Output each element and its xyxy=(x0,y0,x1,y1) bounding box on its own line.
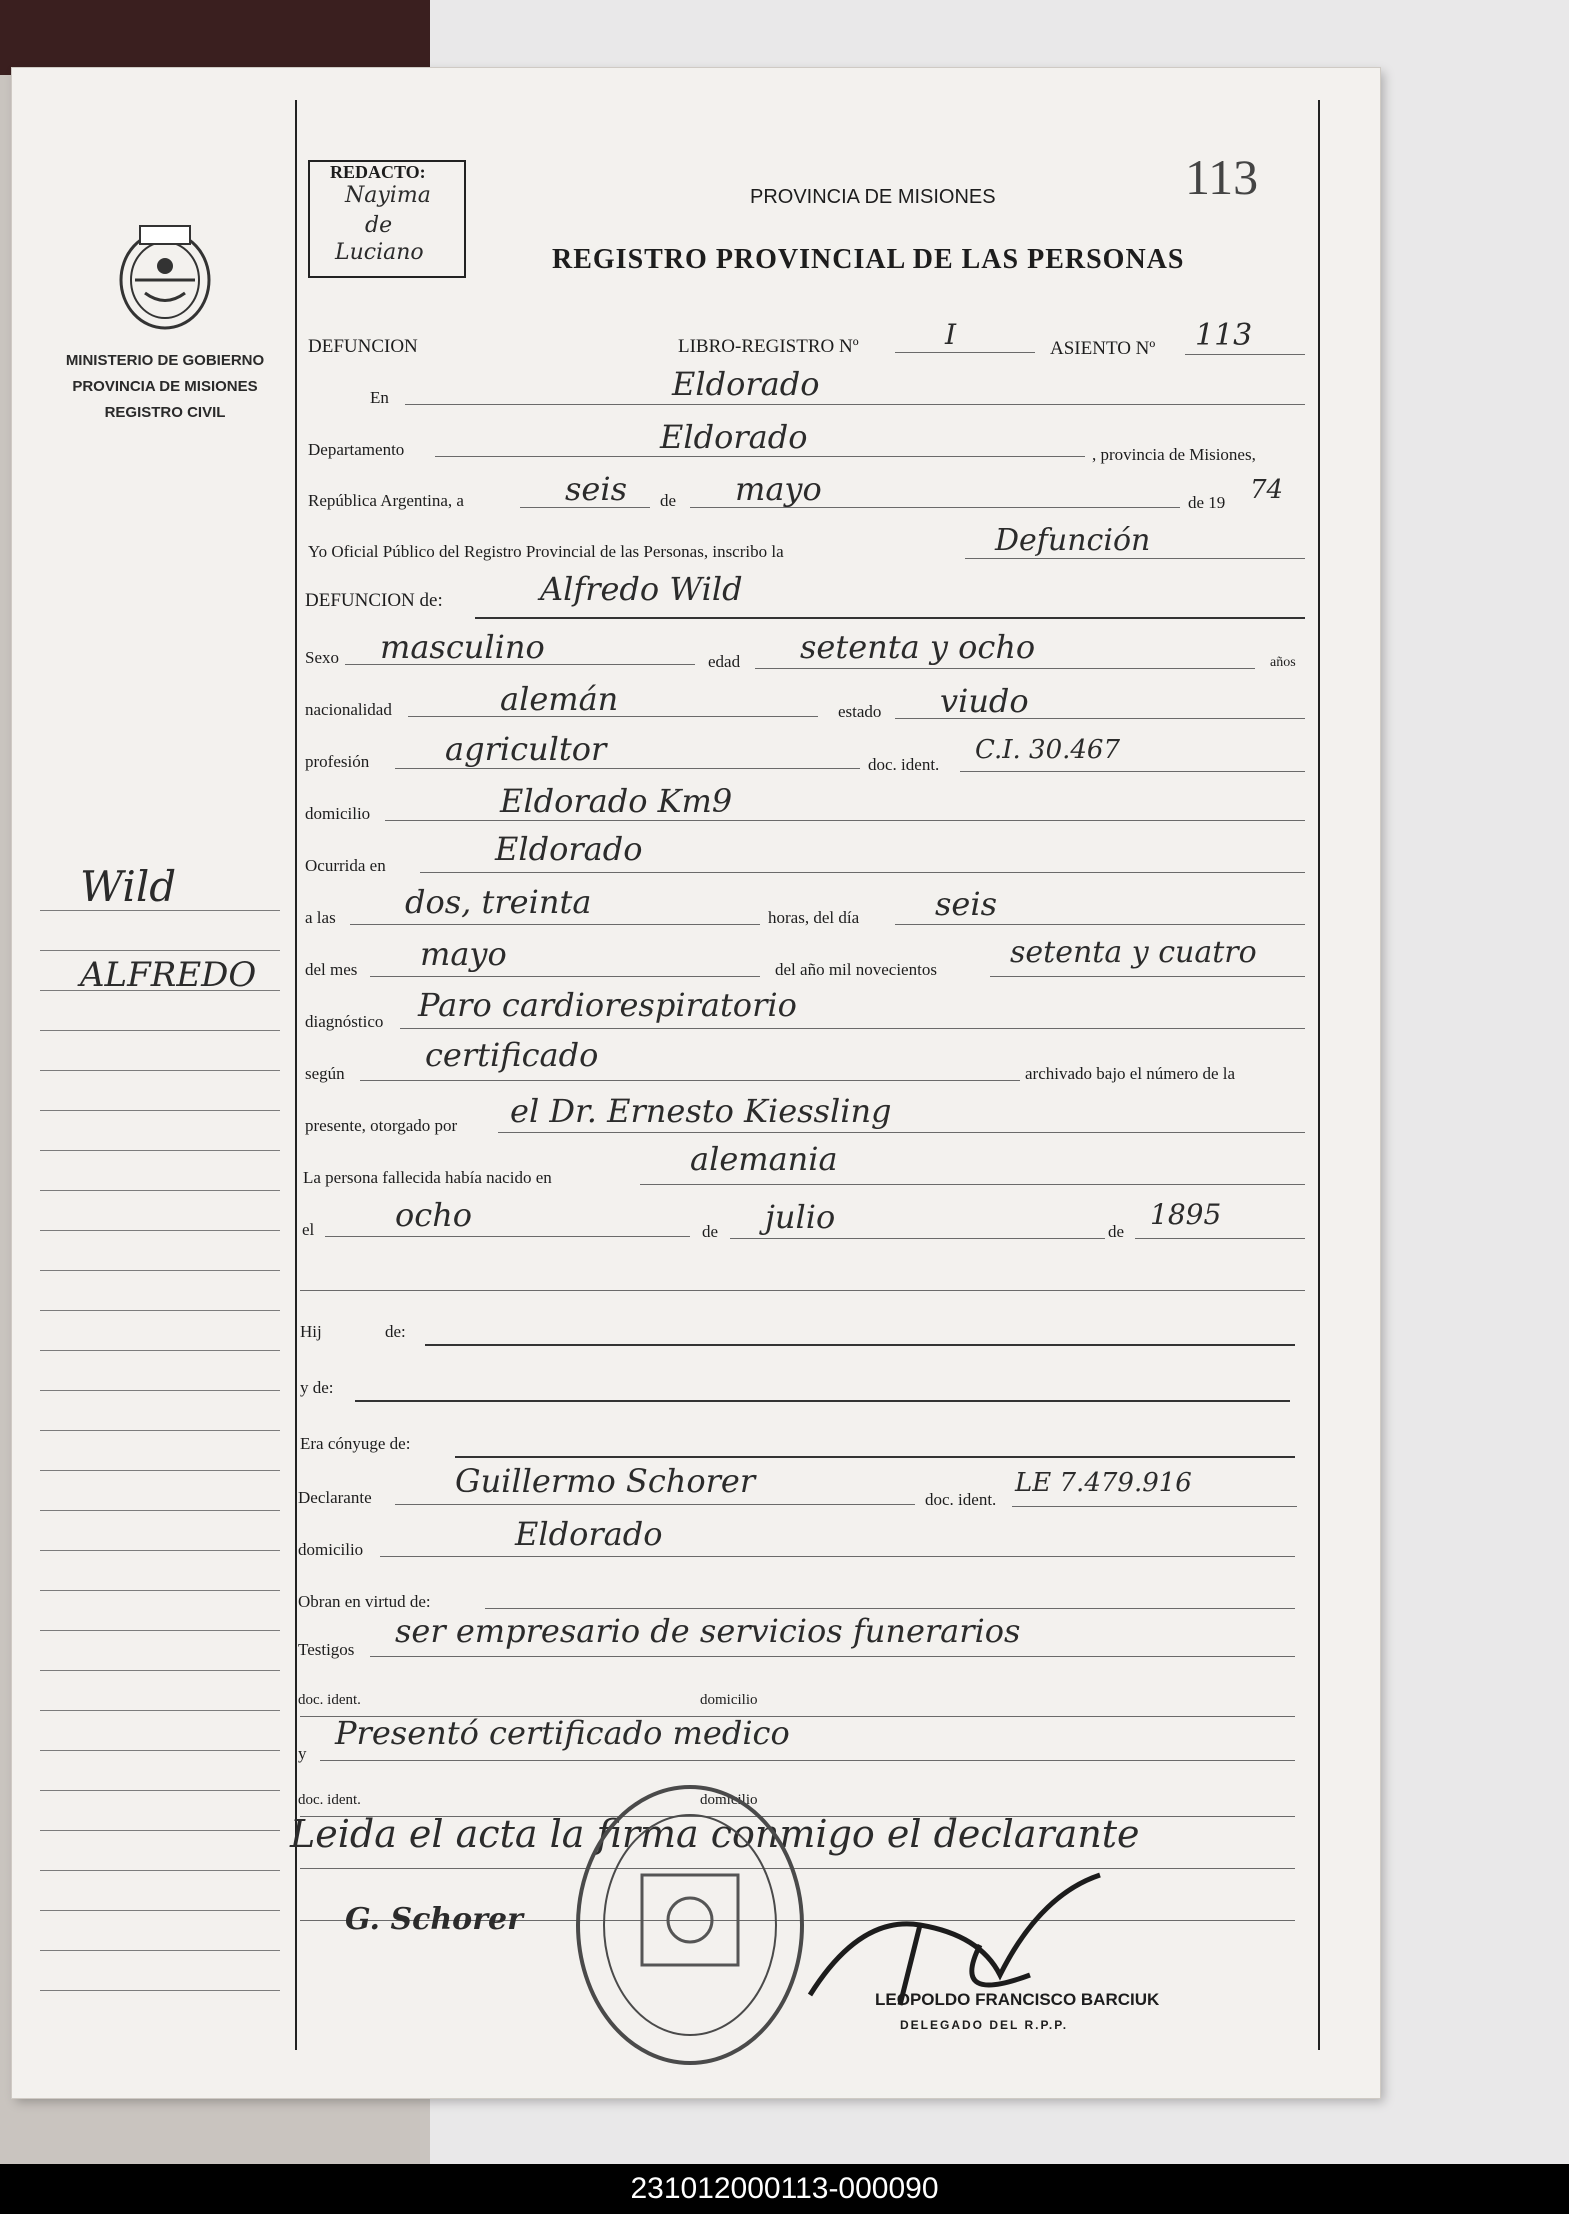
testigos-line xyxy=(370,1656,1295,1657)
doc-value: C.I. 30.467 xyxy=(975,735,1121,765)
obran-label: Obran en virtud de: xyxy=(298,1592,431,1611)
a-las-label: a las xyxy=(305,908,336,927)
doc-ident4-label: doc. ident. xyxy=(298,1792,361,1808)
doc-ident3-label: doc. ident. xyxy=(298,1692,361,1708)
edad-label: edad xyxy=(708,652,741,671)
province-label: PROVINCIA DE MISIONES xyxy=(72,378,258,395)
y-line xyxy=(320,1760,1295,1761)
declarante-line xyxy=(395,1504,915,1505)
estado-value: viudo xyxy=(940,682,1029,720)
de-19-label: de 19 xyxy=(1188,493,1226,512)
redacto-label: REDACTO: xyxy=(330,162,426,182)
anos-label: años xyxy=(1270,655,1296,670)
registry-label: REGISTRO CIVIL xyxy=(104,404,226,421)
nacido-label: La persona fallecida había nacido en xyxy=(303,1168,552,1187)
margin-ruled-line xyxy=(40,1310,280,1311)
domicilio2-label: domicilio xyxy=(298,1540,364,1559)
margin-ruled-line xyxy=(40,1750,280,1751)
doc-line xyxy=(960,771,1305,772)
de-small-label-2: de xyxy=(1108,1222,1125,1241)
departamento-label: Departamento xyxy=(308,440,405,459)
margin-ruled-line xyxy=(40,1830,280,1831)
domicilio-label: domicilio xyxy=(305,804,371,823)
nacionalidad-value: alemán xyxy=(500,680,619,718)
sexo-value: masculino xyxy=(380,628,545,666)
estado-label: estado xyxy=(838,702,882,721)
segun-value: certificado xyxy=(425,1036,599,1074)
en-label: En xyxy=(370,388,389,407)
mes-fallecimiento-line xyxy=(370,976,760,977)
official-title: DELEGADO DEL R.P.P. xyxy=(900,2018,1069,2032)
margin-ruled-line xyxy=(40,1950,280,1951)
ministry-label: MINISTERIO DE GOBIERNO xyxy=(65,352,265,369)
de-small-label: de xyxy=(702,1222,719,1241)
presente-label: presente, otorgado por xyxy=(305,1116,458,1135)
de-label: de xyxy=(660,491,677,510)
del-mes-label: del mes xyxy=(305,960,358,979)
redacto-value-3: Luciano xyxy=(335,240,424,265)
asiento-line xyxy=(1185,354,1305,355)
domicilio-line xyxy=(385,820,1305,821)
declarante-doc-line xyxy=(1012,1506,1297,1507)
domicilio3-label: domicilio xyxy=(700,1692,758,1708)
mes-fallecimiento-value: mayo xyxy=(420,935,507,973)
margin-ruled-line xyxy=(40,1070,280,1071)
margin-ruled-line xyxy=(40,1150,280,1151)
sexo-label: Sexo xyxy=(305,648,339,667)
margin-ruled-line xyxy=(40,1430,280,1431)
margin-ruled-line xyxy=(40,1350,280,1351)
hora-value: dos, treinta xyxy=(405,883,592,921)
testigos-value: ser empresario de servicios funerarios xyxy=(395,1612,1021,1650)
blank-line-1 xyxy=(300,1290,1305,1291)
profesion-line xyxy=(395,768,860,769)
segun-line xyxy=(360,1080,1020,1081)
departamento-line xyxy=(435,456,1085,457)
footer-id: 231012000113-000090 xyxy=(630,2172,939,2205)
declarante-doc-value: LE 7.479.916 xyxy=(1015,1468,1192,1498)
diagnostico-value: Paro cardiorespiratorio xyxy=(418,986,797,1024)
domicilio4-label: domicilio xyxy=(700,1792,758,1808)
nacido-line xyxy=(640,1184,1305,1185)
margin-ruled-line xyxy=(40,1870,280,1871)
official-seal-icon xyxy=(570,1780,810,2070)
margin-ruled-line xyxy=(40,1510,280,1511)
profesion-label: profesión xyxy=(305,752,370,771)
defuncion-de-label: DEFUNCION de: xyxy=(305,590,443,611)
obran-line xyxy=(485,1608,1295,1609)
diagnostico-line xyxy=(400,1028,1305,1029)
margin-ruled-line xyxy=(40,1470,280,1471)
redacto-value-1: Nayima xyxy=(345,183,431,208)
el-label: el xyxy=(302,1220,315,1239)
otorgado-line xyxy=(498,1132,1305,1133)
asiento-label: ASIENTO Nº xyxy=(1050,338,1156,359)
margin-ruled-line xyxy=(40,1630,280,1631)
inscribo-value: Defunción xyxy=(995,523,1151,558)
dia-fallecimiento-line xyxy=(895,924,1305,925)
yo-oficial-label: Yo Oficial Público del Registro Provincial de las Personas, inscribo la xyxy=(308,542,784,561)
ocurrida-value: Eldorado xyxy=(495,830,643,868)
declarante-domicilio-value: Eldorado xyxy=(515,1515,663,1553)
margin-ruled-line xyxy=(40,1110,280,1111)
dia-fallecimiento-value: seis xyxy=(935,885,998,923)
margin-ruled-line xyxy=(40,1030,280,1031)
ano-fallecimiento-value: setenta y cuatro xyxy=(1010,935,1257,970)
edad-value: setenta y ocho xyxy=(800,628,1036,666)
inscribo-line xyxy=(965,558,1305,559)
libro-label: LIBRO-REGISTRO Nº xyxy=(678,336,859,357)
testigos-label: Testigos xyxy=(298,1640,355,1659)
margin-surname: Wild xyxy=(80,862,177,911)
closing-text: Leida el acta la firma conmigo el declarante xyxy=(290,1812,1140,1856)
margin-ruled-line xyxy=(40,950,280,951)
asiento-value: 113 xyxy=(1195,318,1253,353)
departamento-value: Eldorado xyxy=(660,418,808,456)
conyuge-label: Era cónyuge de: xyxy=(300,1434,411,1453)
en-line xyxy=(405,404,1305,405)
dia-value: seis xyxy=(565,470,628,508)
provincia-label: , provincia de Misiones, xyxy=(1092,445,1256,464)
y-label: y xyxy=(298,1744,307,1763)
redacto-value-2: de xyxy=(365,213,393,238)
declarante-signature: G. Schorer xyxy=(345,1902,523,1937)
margin-ruled-line xyxy=(40,1270,280,1271)
nac-ano-line xyxy=(1135,1238,1305,1239)
margin-ruled-line xyxy=(40,1590,280,1591)
margin-ruled-line xyxy=(40,1910,280,1911)
background-dark xyxy=(0,0,430,75)
libro-line xyxy=(895,352,1035,353)
hij-line xyxy=(425,1344,1295,1346)
otorgado-value: el Dr. Ernesto Kiessling xyxy=(510,1092,892,1130)
del-ano-label: del año mil novecientos xyxy=(775,960,937,979)
y-de-label: y de: xyxy=(300,1378,334,1397)
nac-mes-value: julio xyxy=(765,1198,836,1236)
nacido-value: alemania xyxy=(690,1140,838,1178)
nombre-line xyxy=(475,617,1305,619)
declarante-value: Guillermo Schorer xyxy=(455,1462,756,1500)
profesion-value: agricultor xyxy=(445,730,607,768)
conyuge-line xyxy=(455,1456,1295,1458)
declarante-domicilio-line xyxy=(380,1556,1295,1557)
coat-of-arms-icon xyxy=(110,218,220,336)
diagnostico-label: diagnóstico xyxy=(305,1012,384,1031)
left-margin-line xyxy=(295,100,297,2050)
margin-ruled-line xyxy=(40,1990,280,1991)
official-name: LEOPOLDO FRANCISCO BARCIUK xyxy=(875,1990,1160,2009)
nac-ano-value: 1895 xyxy=(1150,1198,1222,1231)
margin-ruled-line xyxy=(40,1230,280,1231)
right-margin-line xyxy=(1318,100,1320,2050)
margin-given-name: ALFREDO xyxy=(80,955,257,995)
hora-line xyxy=(350,924,760,925)
margin-ruled-line xyxy=(40,1190,280,1191)
doc-ident2-label: doc. ident. xyxy=(925,1490,997,1509)
archivado-label: archivado bajo el número de la xyxy=(1025,1064,1236,1083)
margin-ruled-line xyxy=(40,1790,280,1791)
y-de-line xyxy=(355,1400,1290,1402)
mes-value: mayo xyxy=(735,470,822,508)
ocurrida-label: Ocurrida en xyxy=(305,856,386,875)
main-title: REGISTRO PROVINCIAL DE LAS PERSONAS xyxy=(552,244,1185,275)
ano-fallecimiento-line xyxy=(990,976,1305,977)
hij-de-label: de: xyxy=(385,1322,406,1341)
edad-line xyxy=(755,668,1255,669)
province-title: PROVINCIA DE MISIONES xyxy=(750,186,996,208)
ocurrida-line xyxy=(420,872,1305,873)
doc-ident-label: doc. ident. xyxy=(868,755,940,774)
segun-label: según xyxy=(305,1064,345,1083)
nac-dia-line xyxy=(325,1236,690,1237)
nac-dia-value: ocho xyxy=(395,1196,473,1234)
hij-label: Hij xyxy=(300,1322,322,1341)
republica-label: República Argentina, a xyxy=(308,491,464,510)
margin-ruled-line xyxy=(40,1710,280,1711)
libro-value: I xyxy=(945,318,957,351)
margin-ruled-line xyxy=(40,1390,280,1391)
nombre-value: Alfredo Wild xyxy=(540,570,743,608)
ano-value: 74 xyxy=(1250,475,1284,505)
margin-ruled-line xyxy=(40,1670,280,1671)
defuncion-label: DEFUNCION xyxy=(308,336,418,357)
page-number: 113 xyxy=(1185,149,1259,205)
horas-label: horas, del día xyxy=(768,908,860,927)
declarante-label: Declarante xyxy=(298,1488,372,1507)
nacionalidad-label: nacionalidad xyxy=(305,700,392,719)
domicilio-value: Eldorado Km9 xyxy=(500,782,733,820)
y-value: Presentó certificado medico xyxy=(335,1714,790,1752)
margin-ruled-line xyxy=(40,1550,280,1551)
nac-mes-line xyxy=(730,1238,1105,1239)
en-value: Eldorado xyxy=(672,365,820,403)
